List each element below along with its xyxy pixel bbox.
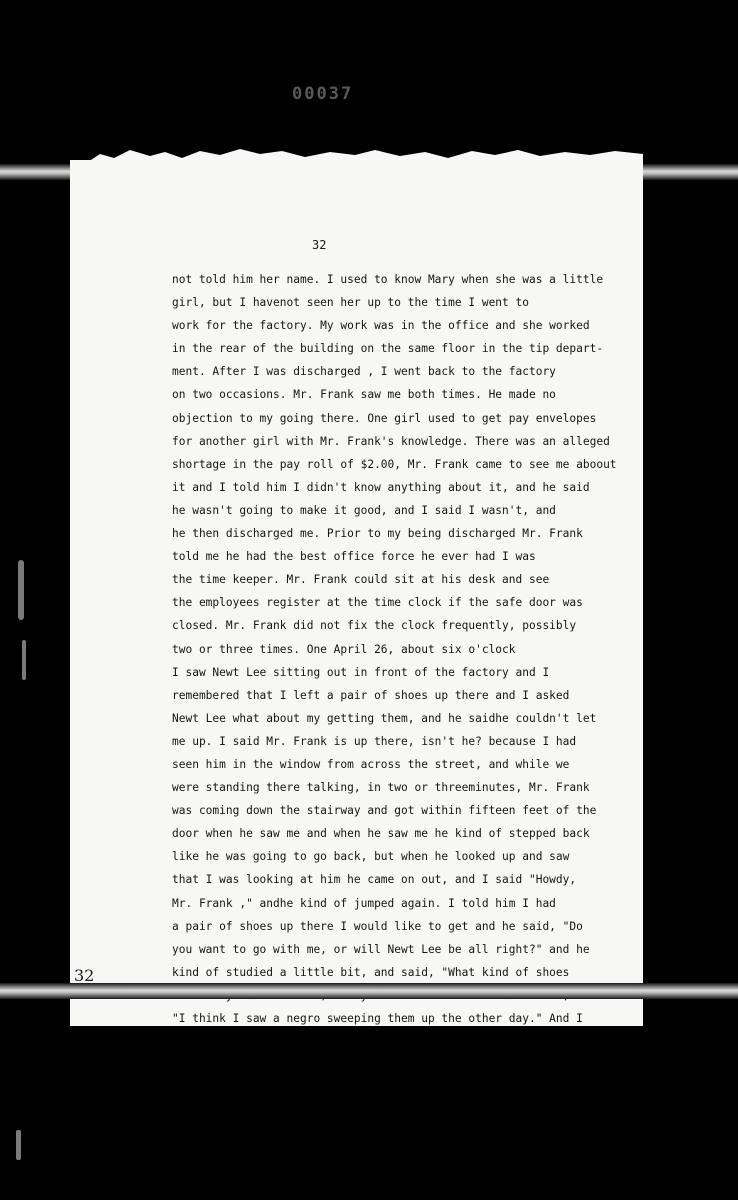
- typed-line: closed. Mr. Frank did not fix the clock frequently, possibly: [172, 619, 577, 633]
- typed-line: work for the factory. My work was in the office and she worked: [172, 319, 590, 333]
- film-speck: [16, 1130, 21, 1160]
- typed-line: for another girl with Mr. Frank's knowledge. There was an alleged: [172, 434, 610, 448]
- typed-line: not told him her name. I used to know Mary when she was a little: [172, 273, 604, 286]
- typed-line: a pair of shoes up there I would like to get and he said, "Do: [172, 919, 583, 933]
- typed-line: Newt Lee what about my getting them, and he saidhe couldn't let: [172, 711, 597, 725]
- typed-line: you want to go with me, or will Newt Lee be all right?" and he: [172, 942, 590, 956]
- typed-line: told me he had the best office force he ever had I was: [172, 550, 536, 564]
- torn-paper-edge: [70, 146, 643, 176]
- typed-line: objection to my going there. One girl used to get pay envelopes: [172, 411, 597, 425]
- typed-line: the employees register at the time clock if the safe door was: [172, 596, 583, 610]
- typed-line: Mr. Frank ," andhe kind of jumped again. I told him I had: [172, 896, 556, 910]
- typed-line: seen him in the window from across the street, and while we: [172, 757, 570, 771]
- typed-line: it and I told him I didn't know anything about it, and he said: [172, 480, 590, 494]
- margin-page-number: 32: [74, 966, 95, 985]
- typed-line: was coming down the stairway and got within fifteen feet of the: [172, 804, 597, 818]
- film-speck: [18, 560, 24, 620]
- typed-line: that I was looking at him he came on out, and I said "Howdy,: [172, 873, 577, 887]
- film-speck: [22, 640, 26, 680]
- typed-line: he wasn't going to make it good, and I said I wasn't, and: [172, 503, 556, 517]
- typed-line: girl, but I havenot seen her up to the time I went to: [172, 296, 529, 310]
- typed-line: I saw Newt Lee sitting out in front of the factory and I: [172, 665, 550, 679]
- typed-text-body: [172, 268, 642, 1030]
- typed-line: on two occasions. Mr. Frank saw me both times. He made no: [172, 388, 556, 402]
- typed-line: in the rear of the building on the same floor in the tip depart-: [172, 342, 604, 356]
- typed-line: were standing there talking, in two or threeminutes, Mr. Frank: [172, 781, 590, 795]
- frame-number: 00037: [292, 84, 354, 104]
- typed-line: like he was going to go back, but when he looked up and saw: [172, 850, 570, 864]
- typed-line: two or three times. One April 26, about six o'clock: [172, 642, 516, 656]
- film-edge-bottom: [0, 983, 738, 999]
- page-number: 32: [312, 238, 327, 252]
- typed-line: shortage in the pay roll of $2.00, Mr. Frank came to see me aboout: [172, 457, 617, 471]
- typed-line: door when he saw me and when he saw me he kind of stepped back: [172, 827, 590, 841]
- typed-line: me up. I said Mr. Frank is up there, isn't he? because I had: [172, 734, 577, 748]
- typed-line: the time keeper. Mr. Frank could sit at his desk and see: [172, 573, 550, 587]
- typed-line: "I think I saw a negro sweeping them up the other day." And I: [172, 1012, 583, 1025]
- typed-line: he then discharged me. Prior to my being discharged Mr. Frank: [172, 527, 583, 541]
- typed-line: remembered that I left a pair of shoes up there and I asked: [172, 688, 570, 702]
- typed-line: ment. After I was discharged , I went back to the factory: [172, 365, 556, 379]
- typed-line: kind of studied a little bit, and said, "What kind of shoes: [172, 965, 570, 979]
